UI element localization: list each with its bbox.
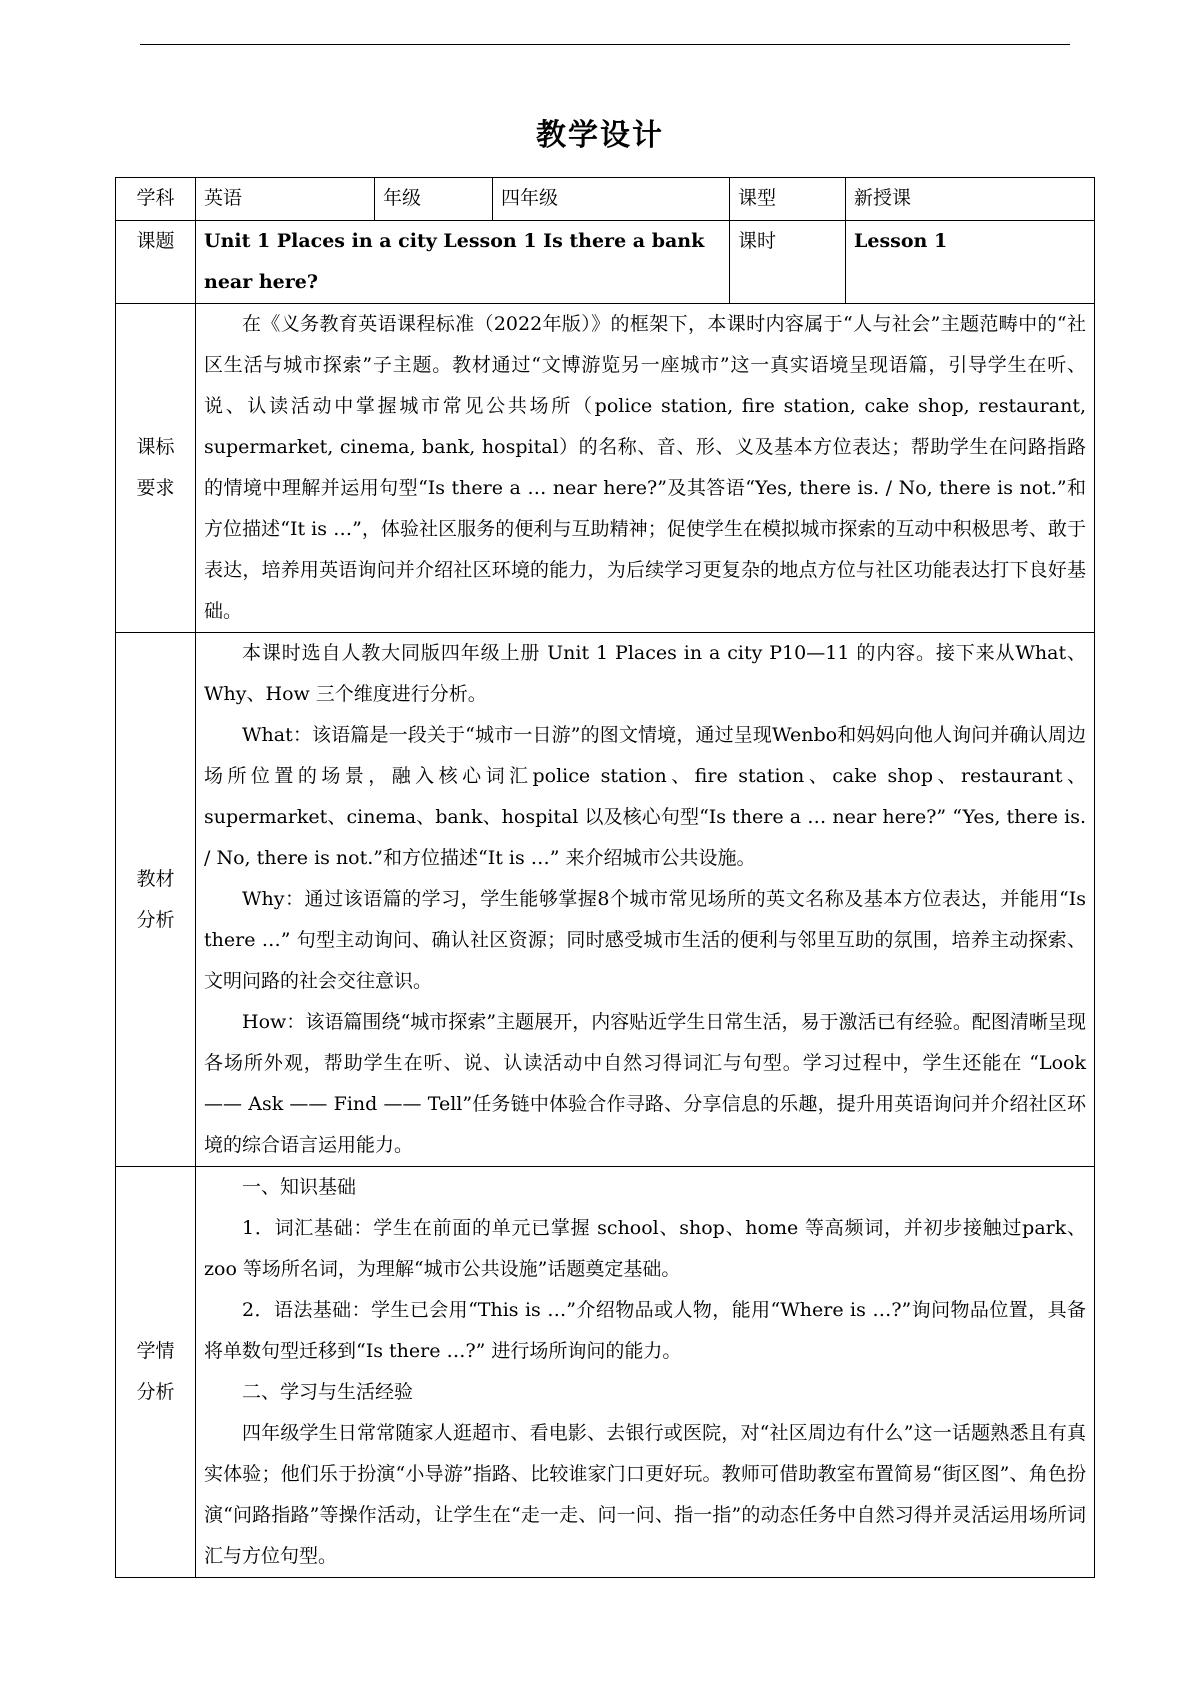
grade-value: 四年级 [493,178,730,221]
textbook-paragraph-why: Why：通过该语篇的学习，学生能够掌握8个城市常见场所的英文名称及基本方位表达，并能用“Is there …” 句型主动询问、确认社区资源；同时感受城市生活的便利与邻里互助的氛围，培养主动探索、文明问路的社会交往意识。 [204,888,1086,992]
textbook-paragraph-how: How：该语篇围绕“城市探索”主题展开，内容贴近学生日常生活，易于激活已有经验。配图清晰呈现各场所外观，帮助学生在听、说、认读活动中自然习得词汇与句型。学习过程中，学生还能在 “Look —— Ask —— Find —— Tell”任务链中体验合作寻路、分享信息的乐趣，提升用英语询问并介绍社区环境的综合语言运用能力。 [204,1011,1086,1156]
info-row-2 [116,221,1095,304]
textbook-paragraph-what: What：该语篇是一段关于“城市一日游”的图文情境，通过呈现Wenbo和妈妈向他人询问并确认周边场所位置的场景，融入核心词汇police station、fire station、cake shop、restaurant、supermarket、cinema、bank、hospital 以及核心句型“Is there a … near here?” “Yes, there is. / No, there is not.”和方位描述“It is …” 来介绍城市公共设施。 [204,724,1086,869]
subject-label: 学科 [116,178,196,221]
learner-heading-experience: 二、学习与生活经验 [242,1381,414,1403]
subject-value: 英语 [196,178,375,221]
topic-value: Unit 1 Places in a city Lesson 1 Is there a bank near here? [196,221,730,304]
curriculum-label [116,304,196,633]
curriculum-label-text: 课标要求 [136,436,175,499]
period-value: Lesson 1 [846,221,1095,304]
textbook-content [196,633,1095,1167]
type-label: 课型 [730,178,846,221]
info-row-1 [116,178,1095,221]
type-value: 新授课 [846,178,1095,221]
curriculum-row [116,304,1095,633]
grade-label: 年级 [375,178,493,221]
learner-label-text: 学情分析 [136,1340,175,1403]
period-label: 课时 [730,221,846,304]
learner-paragraph-experience: 四年级学生日常常随家人逛超市、看电影、去银行或医院，对“社区周边有什么”这一话题熟悉且有真实体验；他们乐于扮演“小导游”指路、比较谁家门口更好玩。教师可借助教室布置简易“街区图”、角色扮演“问路指路”等操作活动，让学生在“走一走、问一问、指一指”的动态任务中自然习得并灵活运用场所词汇与方位句型。 [204,1422,1086,1567]
textbook-paragraph-intro: 本课时选自人教大同版四年级上册 Unit 1 Places in a city P10—11 的内容。接下来从What、Why、How 三个维度进行分析。 [204,642,1086,705]
topic-label: 课题 [116,221,196,304]
curriculum-paragraph: 在《义务教育英语课程标准（2022年版）》的框架下，本课时内容属于“人与社会”主题范畴中的“社区生活与城市探索”子主题。教材通过“文博游览另一座城市”这一真实语境呈现语篇，引导学生在听、说、认读活动中掌握城市常见公共场所（police station, fire station, cake shop, restaurant, supermarket, cinema, bank, hospital）的名称、音、形、义及基本方位表达；帮助学生在问路指路的情境中理解并运用句型“Is there a … near here?”及其答语“Yes, there is. / No, there is not.”和方位描述“It is …”，体验社区服务的便利与互助精神；促使学生在模拟城市探索的互动中积极思考、敢于表达，培养用英语询问并介绍社区环境的能力，为后续学习更复杂的地点方位与社区功能表达打下良好基础。 [204,313,1086,622]
learner-paragraph-vocabulary: 1．词汇基础：学生在前面的单元已掌握 school、shop、home 等高频词，并初步接触过park、zoo 等场所名词，为理解“城市公共设施”话题奠定基础。 [204,1217,1086,1280]
document-title: 教学设计 [536,118,664,153]
textbook-label [116,633,196,1167]
learner-row [116,1167,1095,1578]
learner-label [116,1167,196,1578]
learner-heading-knowledge: 一、知识基础 [242,1176,357,1198]
learner-paragraph-grammar: 2．语法基础：学生已会用“This is …”介绍物品或人物，能用“Where is …?”询问物品位置，具备将单数句型迁移到“Is there …?” 进行场所询问的能力。 [204,1299,1086,1362]
curriculum-content [196,304,1095,633]
textbook-label-text: 教材分析 [136,867,175,931]
textbook-row [116,633,1095,1167]
header-rule [140,44,1070,45]
learner-content [196,1167,1095,1578]
lesson-design-table [115,177,1095,1578]
